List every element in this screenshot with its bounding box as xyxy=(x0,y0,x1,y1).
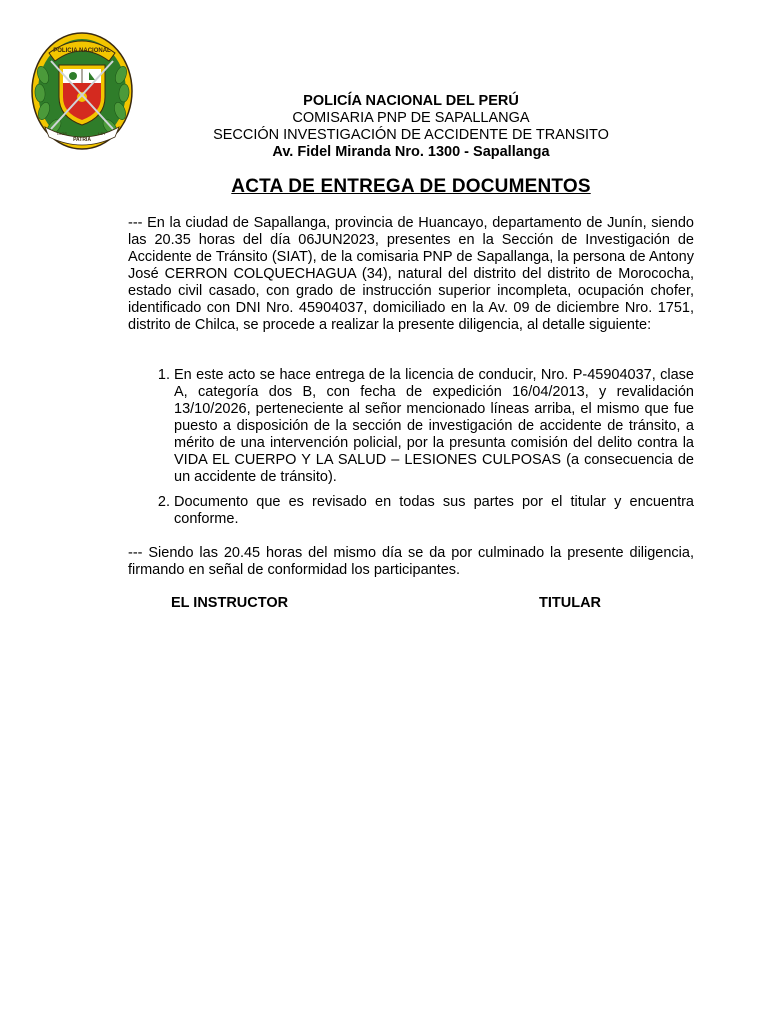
detail-item: 1. En este acto se hace entrega de la licencia de conducir, Nro. P-45904037, clase A, categoría dos B, con fecha de expedición 16/04/2013, y revalidación 13/10/2026, perteneciente al señor mencionado líneas arriba, el mismo que fue puesto a disposición de la sección de investigación de accidente de tránsito, a mérito de una intervención policial, por la presunta comisión del delito contra la VIDA EL CUERPO Y LA SALUD – LESIONES CULPOSAS (a consecuencia de un accidente de tránsito). xyxy=(174,367,694,486)
document-header xyxy=(128,93,694,161)
closing-paragraph: --- Siendo las 20.45 horas del mismo día se da por culminado la presente diligencia, firmando en señal de conformidad los participantes. xyxy=(128,545,694,578)
detail-item: 2. Documento que es revisado en todas sus partes por el titular y encuentra conforme. xyxy=(174,494,694,528)
emblem-ribbon-left: DIOS xyxy=(57,131,67,136)
signature-titular-label: TITULAR xyxy=(539,595,602,611)
header-address: Av. Fidel Miranda Nro. 1300 - Sapallanga xyxy=(272,144,550,160)
header-station: COMISARIA PNP DE SAPALLANGA xyxy=(292,110,530,126)
emblem-ribbon-right: LEY xyxy=(98,131,106,136)
document-title: ACTA DE ENTREGA DE DOCUMENTOS xyxy=(231,176,591,197)
header-institution: POLICÍA NACIONAL DEL PERÚ xyxy=(303,93,519,109)
emblem-ribbon-center: PATRIA xyxy=(73,137,91,143)
intro-paragraph: --- En la ciudad de Sapallanga, provincia de Huancayo, departamento de Junín, siendo las 20.35 horas del día 06JUN2023, presentes en la Sección de Investigación de Accidente de Tránsito (SIAT), de la comisaria PNP de Sapallanga, la persona de Antony José CERRON COLQUECHAGUA (34), natural del distrito del distrito de Morococha, estado civil casado, con grado de instrucción superior incompleta, ocupación chofer, identificado con DNI Nro. 45904037, domiciliado en la Av. 09 de diciembre Nro. 1751, distrito de Chilca, se procede a realizar la presente diligencia, al detalle siguiente: xyxy=(128,215,694,333)
emblem-top-text: POLICIA NACIONAL xyxy=(53,48,111,54)
signature-instructor-label: EL INSTRUCTOR xyxy=(171,595,289,611)
header-section: SECCIÓN INVESTIGACIÓN DE ACCIDENTE DE TRANSITO xyxy=(213,127,609,143)
pnp-emblem-logo xyxy=(29,25,135,151)
detail-list xyxy=(128,367,694,536)
